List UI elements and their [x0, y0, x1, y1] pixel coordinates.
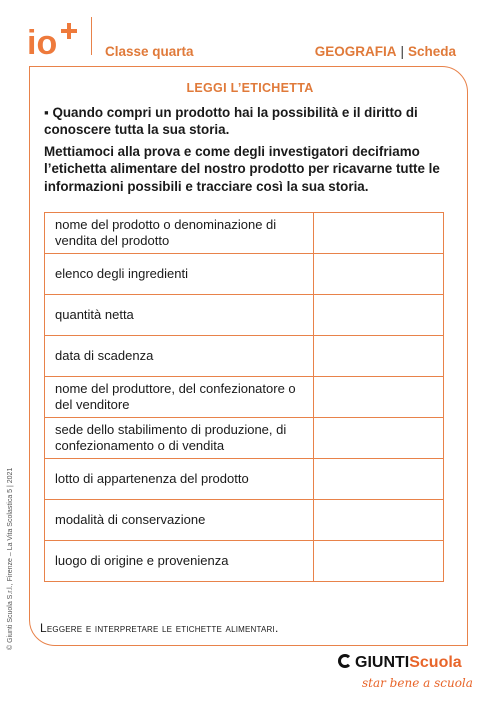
row-label: elenco degli ingredienti: [45, 254, 314, 295]
answer-cell[interactable]: [313, 459, 443, 500]
publisher-logo: [338, 654, 462, 672]
answer-cell[interactable]: [313, 541, 443, 582]
giunti-g-icon: [338, 654, 352, 668]
intro-paragraph-2: Mettiamoci alla prova e come degli investigatori decifriamo l’etichetta alimentare del nostro prodotto per ricavarne tutte le informazioni possibili e tracciare così la sua storia.: [44, 143, 440, 194]
io-plus-logo: [27, 21, 85, 57]
answer-cell[interactable]: [313, 418, 443, 459]
row-label: quantità netta: [45, 295, 314, 336]
answer-cell[interactable]: [313, 295, 443, 336]
subject-name: GEOGRAFIA: [314, 44, 397, 59]
brand-name: GIUNTI: [355, 654, 410, 671]
row-label: modalità di conservazione: [45, 500, 314, 541]
row-label: nome del prodotto o denominazione di vendita del prodotto: [45, 213, 314, 254]
table-row: [45, 336, 444, 377]
label-table: [44, 212, 444, 582]
svg-text:io: io: [27, 24, 58, 57]
answer-cell[interactable]: [313, 254, 443, 295]
answer-cell[interactable]: [313, 213, 443, 254]
intro-paragraph-1: ▪ Quando compri un prodotto hai la possibilità e il diritto di conoscere tutta la sua storia.: [44, 105, 418, 138]
publisher-tagline: star bene a scuola: [362, 676, 473, 690]
brand-suffix: Scuola: [409, 654, 462, 671]
row-label: nome del produttore, del confezionatore o del venditore: [45, 377, 314, 418]
header-divider: [91, 17, 92, 55]
table-row: [45, 213, 444, 254]
intro-text: [44, 104, 458, 199]
table-row: [45, 418, 444, 459]
worksheet-title: LEGGI L’ETICHETTA: [186, 81, 314, 95]
row-label: data di scadenza: [45, 336, 314, 377]
table-row: [45, 377, 444, 418]
sheet-type: Scheda: [407, 44, 456, 59]
learning-objective: Leggere e interpretare le etichette alimentari.: [40, 621, 279, 635]
copyright-notice: © Giunti Scuola S.r.l., Firenze – La Vita Scolastica 5 | 2021: [7, 467, 14, 650]
answer-cell[interactable]: [313, 336, 443, 377]
row-label: sede dello stabilimento di produzione, di confezionamento o di vendita: [45, 418, 314, 459]
grade-label: Classe quarta: [105, 44, 194, 59]
table-row: [45, 500, 444, 541]
answer-cell[interactable]: [313, 500, 443, 541]
subject-separator: |: [400, 44, 404, 59]
row-label: lotto di appartenenza del prodotto: [45, 459, 314, 500]
table-row: [45, 459, 444, 500]
subject-label: [315, 44, 456, 59]
table-row: [45, 541, 444, 582]
answer-cell[interactable]: [313, 377, 443, 418]
table-row: [45, 254, 444, 295]
row-label: luogo di origine e provenienza: [45, 541, 314, 582]
table-row: [45, 295, 444, 336]
